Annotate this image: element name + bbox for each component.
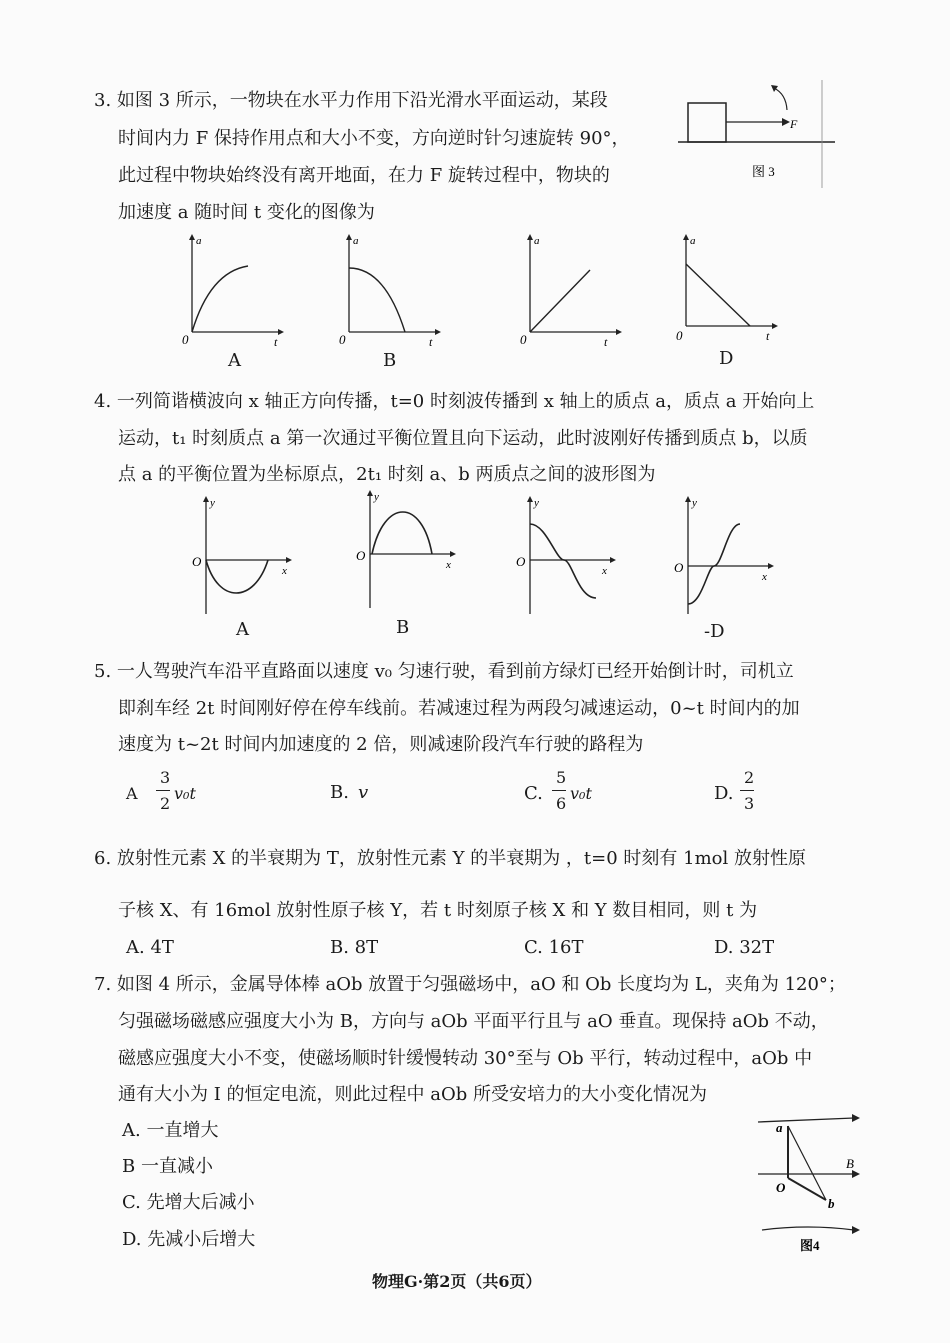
- q4-graph-D: [672, 494, 782, 618]
- svg-text:y: y: [534, 497, 539, 509]
- svg-text:t: t: [274, 335, 278, 349]
- q6-option-A[interactable]: A. 4T: [126, 937, 174, 958]
- q6-line-1: 6. 放射性元素 X 的半衰期为 T，放射性元素 Y 的半衰期为 ，t=0 时刻有 1mol 放射性原: [94, 848, 806, 869]
- svg-text:a: a: [196, 235, 202, 247]
- svg-text:O: O: [674, 560, 684, 575]
- q3-line-1: 3. 如图 3 所示，一物块在水平力作用下沿光滑水平面运动，某段: [94, 90, 608, 111]
- q5-line-2: 即刹车经 2t 时间刚好停在停车线前。若减速过程为两段匀减速运动，0~t 时间内的加: [118, 698, 800, 719]
- force-label: F: [790, 117, 798, 131]
- q7-line-2: 匀强磁场磁感应强度大小为 B，方向与 aOb 平面平行且与 aO 垂直。现保持 aOb 不动，: [118, 1011, 829, 1032]
- svg-text:a: a: [353, 235, 359, 247]
- figure-3-caption: 图 3: [752, 164, 775, 179]
- svg-text:t: t: [604, 335, 608, 349]
- svg-text:x: x: [446, 559, 451, 571]
- svg-text:0: 0: [182, 332, 189, 347]
- figure-4-caption: 图4: [800, 1238, 820, 1253]
- q6-option-B[interactable]: B. 8T: [330, 937, 379, 958]
- svg-text:t: t: [766, 329, 770, 343]
- figure-4: [758, 1108, 870, 1258]
- svg-text:x: x: [762, 571, 767, 583]
- q4-line-3: 点 a 的平衡位置为坐标原点，2t₁ 时刻 a、b 两质点之间的波形图为: [118, 464, 656, 485]
- svg-text:0: 0: [676, 328, 683, 343]
- q4-graph-C: [514, 494, 624, 618]
- q3-option-B[interactable]: B: [383, 350, 397, 371]
- q4-line-1: 4. 一列简谐横波向 x 轴正方向传播，t=0 时刻波传播到 x 轴上的质点 a，质点 a 开始向上: [94, 391, 815, 412]
- q4-line-2: 运动，t₁ 时刻质点 a 第一次通过平衡位置且向下运动，此时波刚好传播到质点 b，以质: [118, 428, 808, 449]
- q3-graph-A: [180, 232, 290, 347]
- svg-text:x: x: [282, 565, 287, 577]
- svg-text:y: y: [374, 491, 379, 503]
- q5-option-C[interactable]: C. 5 6 v₀t: [524, 768, 592, 813]
- q3-line-3: 此过程中物块始终没有离开地面，在力 F 旋转过程中，物块的: [118, 165, 610, 186]
- q7-option-D[interactable]: D. 先减小后增大: [122, 1229, 256, 1250]
- q4-option-B[interactable]: B: [396, 617, 410, 638]
- svg-text:0: 0: [339, 332, 346, 347]
- q6-line-2: 子核 X、有 16mol 放射性原子核 Y，若 t 时刻原子核 X 和 Y 数目相同，则 t 为: [118, 900, 758, 921]
- q3-line-2: 时间内力 F 保持作用点和大小不变，方向逆时针匀速旋转 90°，: [118, 128, 630, 149]
- svg-text:O: O: [516, 554, 526, 569]
- svg-text:O: O: [192, 554, 202, 569]
- q5-option-D[interactable]: D. 2 3: [714, 768, 755, 813]
- q4-graph-B: [354, 488, 464, 612]
- q7-option-B[interactable]: B 一直减小: [122, 1156, 213, 1177]
- svg-text:b: b: [828, 1196, 835, 1211]
- svg-text:y: y: [210, 497, 215, 509]
- q3-graph-C: [518, 232, 628, 347]
- q7-line-3: 磁感应强度大小不变，使磁场顺时针缓慢转动 30°至与 Ob 平行，转动过程中，aOb 中: [118, 1048, 813, 1069]
- q4-option-D[interactable]: -D: [704, 621, 725, 642]
- q5-option-A[interactable]: A 3 2 v₀t: [126, 768, 196, 813]
- q5-line-3: 速度为 t~2t 时间内加速度的 2 倍，则减速阶段汽车行驶的路程为: [118, 734, 644, 755]
- page-footer: 物理G·第2页（共6页）: [372, 1272, 542, 1291]
- q3-option-D[interactable]: D: [719, 348, 734, 369]
- q4-option-A[interactable]: A: [236, 619, 249, 640]
- svg-text:a: a: [776, 1120, 783, 1135]
- q6-option-C[interactable]: C. 16T: [524, 937, 584, 958]
- q7-option-A[interactable]: A. 一直增大: [122, 1120, 219, 1141]
- svg-text:0: 0: [520, 332, 527, 347]
- q6-option-D[interactable]: D. 32T: [714, 937, 775, 958]
- q7-option-C[interactable]: C. 先增大后减小: [122, 1192, 255, 1213]
- svg-text:a: a: [534, 235, 540, 247]
- svg-text:t: t: [429, 335, 433, 349]
- svg-text:O: O: [356, 548, 366, 563]
- q3-line-4: 加速度 a 随时间 t 变化的图像为: [118, 202, 375, 223]
- q7-line-4: 通有大小为 I 的恒定电流，则此过程中 aOb 所受安培力的大小变化情况为: [118, 1084, 708, 1105]
- svg-text:a: a: [690, 235, 696, 247]
- q3-graph-B: [337, 232, 447, 347]
- q4-graph-A: [190, 494, 300, 618]
- q5-option-B[interactable]: B. v: [330, 782, 369, 803]
- figure-3: [670, 80, 840, 190]
- q3-graph-D: [674, 232, 784, 347]
- svg-text:O: O: [776, 1180, 786, 1195]
- q3-option-A[interactable]: A: [228, 350, 241, 371]
- svg-text:B: B: [846, 1156, 854, 1171]
- svg-text:x: x: [602, 565, 607, 577]
- q7-line-1: 7. 如图 4 所示，金属导体棒 aOb 放置于匀强磁场中，aO 和 Ob 长度均为 L，夹角为 120°；: [94, 974, 846, 995]
- svg-text:y: y: [692, 497, 697, 509]
- q5-line-1: 5. 一人驾驶汽车沿平直路面以速度 v₀ 匀速行驶，看到前方绿灯已经开始倒计时，司机立: [94, 661, 794, 682]
